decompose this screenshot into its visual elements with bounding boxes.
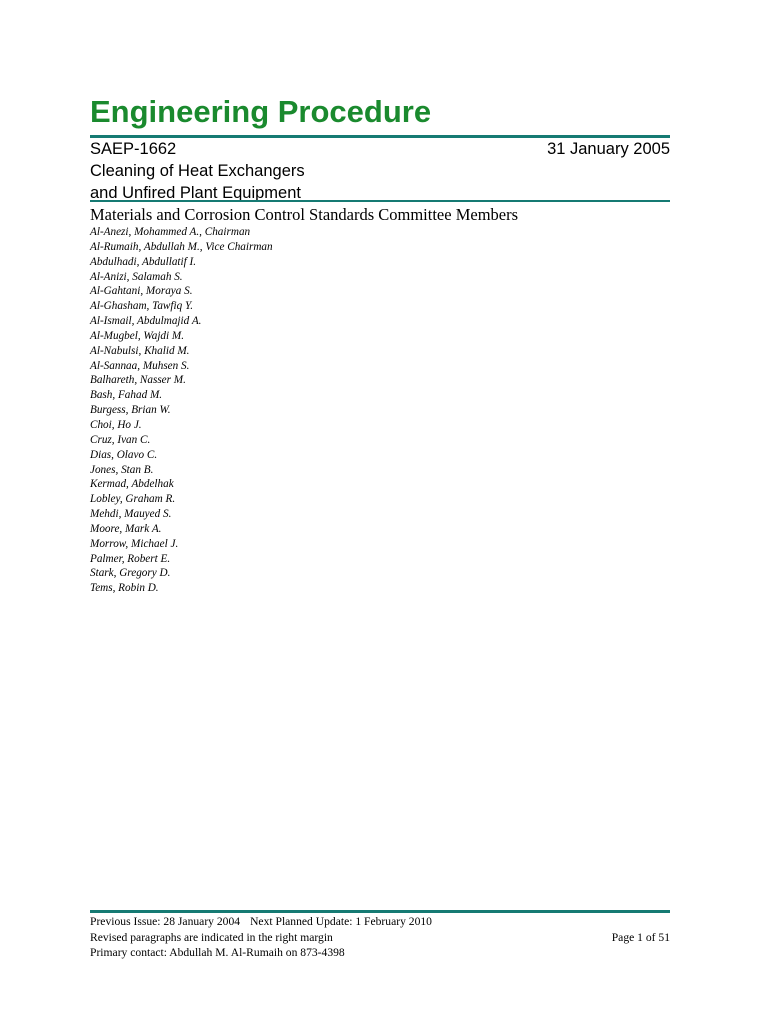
document-subject-line: and Unfired Plant Equipment xyxy=(90,184,301,202)
committee-member: Choi, Ho J. xyxy=(90,418,142,431)
committee-member: Al-Mugbel, Wajdi M. xyxy=(90,329,185,342)
revised-paragraphs-note: Revised paragraphs are indicated in the right margin xyxy=(90,930,333,944)
document-header xyxy=(90,138,670,204)
committee-member: Al-Ismail, Abdulmajid A. xyxy=(90,315,202,328)
page-number: Page 1 of 51 xyxy=(611,930,670,944)
committee-member: Kermad, Abdelhak xyxy=(90,478,174,491)
committee-member: Tems, Robin D. xyxy=(90,582,159,595)
committee-member: Burgess, Brian W. xyxy=(90,404,171,417)
primary-contact: Primary contact: Abdullah M. Al-Rumaih on 873-4398 xyxy=(90,946,345,959)
committee-member: Palmer, Robert E. xyxy=(90,552,171,565)
footer-issue-line xyxy=(90,914,670,930)
committee-member: Al-Nabulsi, Khalid M. xyxy=(90,344,190,357)
next-planned-update: Next Planned Update: 1 February 2010 xyxy=(250,915,432,928)
committee-member: Abdulhadi, Abdullatif I. xyxy=(90,255,197,268)
committee-member: Mehdi, Mauyed S. xyxy=(90,508,172,521)
document-title: Engineering Procedure xyxy=(90,94,432,129)
committee-member: Lobley, Graham R. xyxy=(90,493,176,506)
previous-issue: Previous Issue: 28 January 2004 xyxy=(90,915,241,928)
committee-member: Morrow, Michael J. xyxy=(90,537,179,550)
committee-member: Balhareth, Nasser M. xyxy=(90,374,186,387)
committee-member: Al-Gahtani, Moraya S. xyxy=(90,285,193,298)
committee-member: Al-Sannaa, Muhsen S. xyxy=(90,359,190,372)
committee-member: Al-Anizi, Salamah S. xyxy=(90,270,183,283)
document-subject-line: Cleaning of Heat Exchangers xyxy=(90,162,305,180)
header-divider xyxy=(90,200,670,202)
committee-member: Stark, Gregory D. xyxy=(90,567,171,580)
footer-divider xyxy=(90,910,670,913)
committee-members-list xyxy=(90,225,273,596)
committee-member: Al-Rumaih, Abdullah M., Vice Chairman xyxy=(90,240,273,253)
document-number: SAEP-1662 xyxy=(90,140,177,158)
committee-member: Al-Anezi, Mohammed A., Chairman xyxy=(90,226,251,238)
committee-member: Dias, Olavo C. xyxy=(90,448,158,461)
committee-member: Moore, Mark A. xyxy=(90,522,162,535)
committee-member: Jones, Stan B. xyxy=(90,463,154,476)
page-footer xyxy=(90,914,670,961)
committee-member: Al-Ghasham, Tawfiq Y. xyxy=(90,300,193,313)
document-date: 31 January 2005 xyxy=(547,140,670,158)
committee-member: Cruz, Ivan C. xyxy=(90,433,151,446)
committee-heading: Materials and Corrosion Control Standards Committee Members xyxy=(90,205,519,224)
committee-member: Bash, Fahad M. xyxy=(90,389,163,402)
